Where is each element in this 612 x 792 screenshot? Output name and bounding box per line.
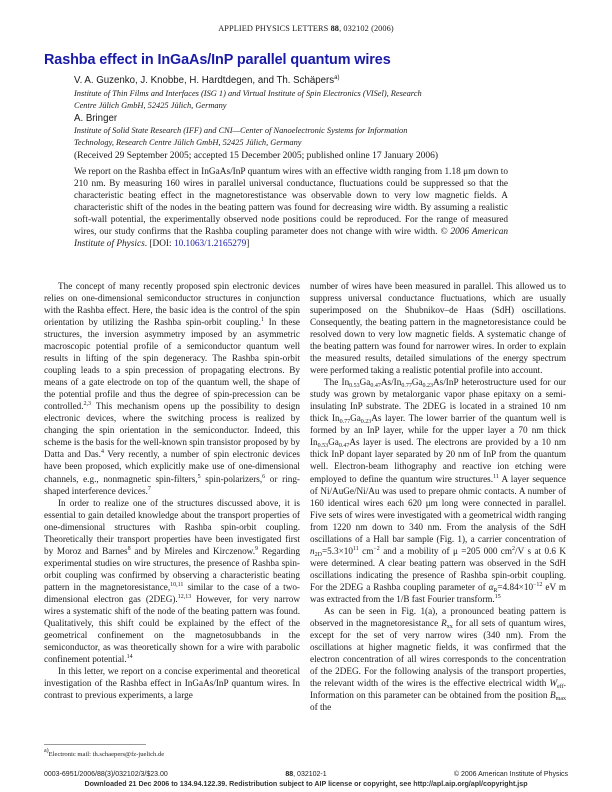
- abstract-text: We report on the Rashba effect in InGaAs/InP quantum wires with an effective width ranging from 1.18 μm down to 210 nm. By measuring 160 wires in parallel universal conductance, fluctuations could be suppressed so that the characteristic beating effect in the magnetorestistance was observable down to very low magnetic fields. A characteristic shift of the nodes in the beating pattern was found for decreasing wire width. By assuming a realistic soft-wall potential, the experimentally observed node positions could be reproduced. For the range of measured wires, our study confirms that the Rashba coupling parameter does not change with wire width.: [74, 167, 508, 238]
- doi-link[interactable]: 10.1063/1.2165279: [173, 239, 247, 250]
- affiliation-1-line2: Centre Jülich GmbH, 52425 Jülich, Germany: [74, 100, 227, 110]
- citation[interactable]: 15: [494, 593, 501, 600]
- journal-article-info: , 032102 (2006): [339, 24, 394, 33]
- citation[interactable]: 10,11: [170, 581, 184, 588]
- citation[interactable]: 9: [255, 545, 258, 552]
- citation[interactable]: 4: [100, 449, 104, 456]
- paragraph: The $In_{0.53}Ga_{0.47}As/In_{0.77}Ga_{0.23}As$/InP heterostructure used for our study was grown by metalorganic vapor phase epitaxy on a semi-insulating InP substrate. The 2DEG is located in a strained 10 nm thick $In_{0.77}Ga_{0.23}As$ layer. The lower barrier of the quantum well is formed by an InP layer, while for the upper layer a 70 nm thick $In_{0.53}Ga_{0.47}As$ layer is used. The electrons are provided by a 10 nm thick InP dopant layer separated by 20 nm of InP from the quantum well. Electron-beam lithography and reactive ion etching were employed to define the quantum wire structures.$^{11}$ A layer sequence of Ni/AuGe/Ni/Au was used to prepare ohmic contacts. A number of 160 identical wires each 620 μm long were connected in parallel. Five sets of wires were investigated with a geometrical width ranging from 1220 nm down to 340 nm. From the analysis of the SdH oscillations of a Hall bar sample (Fig. 1), a carrier concentration of $n_{2D}=5.3\times 10^{11}$ $cm^{-2}$ and a mobility of μ =205 000 $cm^2/V$ s at 0.6 K were determined. A clear beating pattern was observed in the SdH oscillations indicating the presence of Rashba spin-orbit coupling. For the 2DEG a Rashba coupling parameter of $\alpha_R=4.84\times 10^{-12}$ eV m was extracted from the 1/B fast Fourier transform.$^{15}$: [310, 377, 567, 604]
- paragraph: number of wires have been measured in parallel. This allowed us to suppress universal conductance fluctuations, which are usually superimposed on the Shubnikov–de Haas (SdH) oscillations. Consequently, the beating pattern in the magnetoresistance could be resolved down to very low magnetic fields. A systematic change of the beating pattern was found for narrower wires. In order to explain the measured results, detailed simulations of the energy spectrum were performed taking a realistic potential profile into account.: [310, 281, 566, 376]
- received-dates: (Received 29 September 2005; accepted 15 December 2005; published online 17 January 2006): [74, 151, 439, 161]
- paper-title: Rashba effect in InGaAs/InP parallel quantum wires: [44, 52, 391, 68]
- abstract: [74, 166, 508, 250]
- paragraph: In this letter, we report on a concise experimental and theoretical investigation of the Rashba effect in InGaAs/InP quantum wires. In contrast to previous experiments, a large: [44, 666, 300, 701]
- doi-prefix: . [DOI:: [144, 239, 174, 250]
- footnote-mark: a): [44, 748, 49, 754]
- footer-issn: 0003-6951/2006/88(3)/032102/3/$23.00: [44, 771, 168, 778]
- body-column-right: [310, 280, 566, 713]
- author-names: V. A. Guzenko, J. Knobbe, H. Hardtdegen, and Th. Schäpers: [74, 75, 335, 86]
- footer-copyright: © 2006 American Institute of Physics: [453, 771, 568, 778]
- citation[interactable]: 14: [126, 653, 133, 660]
- citation[interactable]: 12,13: [177, 593, 192, 600]
- footnote-text: Electronic mail: th.schaepers@fz-juelich.de: [48, 751, 165, 758]
- citation[interactable]: 5: [197, 473, 201, 480]
- body-column-left: [44, 280, 300, 701]
- download-notice: Downloaded 21 Dec 2006 to 134.94.122.39. Redistribution subject to AIP license or copyright, see http://apl.aip.org/apl/copyright.jsp: [84, 780, 528, 788]
- citation[interactable]: 6: [262, 473, 266, 480]
- footnote: [44, 748, 165, 758]
- author-footnote-mark: a): [334, 75, 340, 81]
- author-list-2: A. Bringer: [74, 113, 118, 124]
- journal-header: [0, 24, 612, 33]
- citation[interactable]: 1: [260, 317, 264, 324]
- doi-suffix: ]: [246, 239, 250, 250]
- paragraph: As can be seen in Fig. 1(a), a pronounced beating pattern is observed in the magnetoresistance $R_{xx}$ for all sets of quantum wires, except for the set of very narrow wires (340 nm). From the oscillations at higher magnetic fields, it was confirmed that the electron concentration of all wires corresponds to the concentration of the 2DEG. For the following analysis of the transport properties, the relevant width of the wires is the effective electrical width $W_{eff}$. Information on this parameter can be obtained from the position $B_{max}$ of the: [310, 605, 566, 713]
- citation[interactable]: 7: [147, 485, 151, 492]
- citation[interactable]: 2,3: [83, 401, 92, 408]
- affiliation-2-line2: Technology, Research Centre Jülich GmbH, 52425 Jülich, Germany: [74, 137, 302, 147]
- author-list-1: [74, 75, 339, 86]
- affiliation-1-line1: Institute of Thin Films and Interfaces (ISG 1) and Virtual Institute of Spin Electronics (VISel), Research: [74, 89, 422, 98]
- footer-page-number: 88, 032102-1: [285, 771, 327, 778]
- citation[interactable]: 8: [127, 545, 131, 552]
- abstract-copyright: © 2006 American Institute of Physics: [74, 227, 509, 250]
- footnote-divider: [44, 744, 146, 745]
- affiliation-1: [74, 88, 514, 111]
- citation[interactable]: 11: [493, 473, 499, 480]
- paragraph: In order to realize one of the structures discussed above, it is essential to gain detailed knowledge about the transport properties of one-dimensional structures with Rashba spin-orbit coupling. Theoretically their transport properties have been investigated first by Moroz and Barnes$^8$ and by Mireles and Kirczenow.$^9$ Regarding experimental studies on wire structures, the presence of Rashba spin-orbit coupling was confirmed by observing a characteristic beating pattern in the magnetoresistance,$^{10,11}$ similar to the case of a two-dimensional electron gas (2DEG).$^{12,13}$ However, for very narrow wires a systematic shift of the node of the beating pattern was found. Qualitatively, this shift could be explained by the effect of the geometrical confinement on the magnetosubbands in the semiconductor, as was theoretically shown for a wire with parabolic confinement potential.$^{14}$: [44, 497, 300, 664]
- journal-name: APPLIED PHYSICS LETTERS: [218, 24, 329, 33]
- affiliation-2: [74, 125, 514, 148]
- journal-volume: 88: [330, 24, 340, 33]
- affiliation-2-line1: Institute of Solid State Research (IFF) and CNI—Center of Nanoelectronic Systems for Information: [74, 126, 408, 135]
- paragraph: The concept of many recently proposed spin electronic devices relies on one-dimensional semiconductor structures in conjunction with the Rashba effect. Here, the basic idea is the control of the spin orientation by utilizing the Rashba spin-orbit coupling.$^1$ In these structures, the inversion asymmetry imposed by an asymmetric macroscopic potential profile of a semiconductor quantum well results in lifting of the spin degeneracy. The Rashba spin-orbit coupling leads to a spin precession of propagating electrons. By means of a gate electrode on top of the quantum well, the shape of the potential profile and thus the degree of spin-precession can be controlled.$^{2,3}$ This mechanism opens up the possibility to design electronic devices, where the switching process is realized by changing the spin orientation in the semiconductor. Indeed, this scheme is the basis for the well-known spin transistor proposed by by Datta and Das.$^4$ Very recently, a number of spin electronic devices have been proposed, which explicitly make use of one-dimensional channels, e.g., nonmagnetic spin-filters,$^5$ spin-polarizers,$^6$ or ring-shaped interference devices.$^7$: [44, 281, 301, 496]
